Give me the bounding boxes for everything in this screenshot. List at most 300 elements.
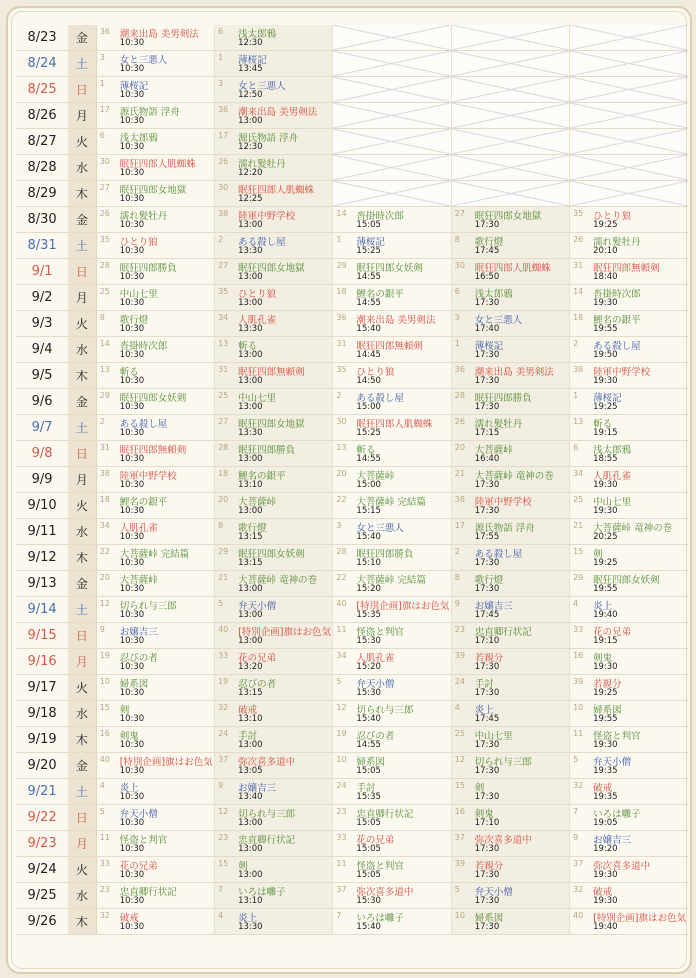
showtime: 10:30 (119, 350, 145, 360)
film-number: 28 (218, 443, 229, 452)
film-number: 40 (99, 755, 110, 764)
screening-slot[interactable] (451, 831, 569, 857)
film-number: 11 (99, 833, 110, 842)
film-title: いろは囃子 (593, 809, 641, 820)
showtime: 15:40 (356, 922, 381, 932)
showtime: 16:50 (474, 272, 500, 282)
screening-slot[interactable] (333, 675, 451, 701)
screening-slot[interactable] (570, 233, 688, 259)
film-title: 潮来出島 美男剣法 (238, 107, 318, 118)
screening-slot[interactable] (333, 493, 451, 519)
empty-slot-cross (333, 25, 450, 50)
screening-slot[interactable] (215, 51, 333, 77)
film-number: 31 (336, 339, 347, 348)
screening-slot[interactable] (96, 25, 214, 51)
showtime: 19:30 (593, 662, 618, 672)
schedule-row (16, 805, 688, 831)
screening-slot[interactable] (215, 311, 333, 337)
screening-slot[interactable] (570, 727, 688, 753)
film-number: 9 (99, 625, 105, 634)
screening-slot[interactable] (451, 909, 569, 935)
film-number: 26 (454, 417, 465, 426)
film-number: 23 (454, 625, 465, 634)
screening-slot[interactable] (215, 259, 333, 285)
film-title: 忠直卿行状記 (238, 835, 296, 846)
film-number: 5 (454, 885, 460, 894)
screening-slot[interactable] (451, 883, 569, 909)
screening-slot[interactable] (570, 597, 688, 623)
showtime: 10:30 (119, 402, 145, 412)
screening-slot[interactable] (96, 155, 214, 181)
screening-slot[interactable] (570, 207, 688, 233)
film-number: 32 (99, 911, 110, 920)
showtime: 15:40 (356, 324, 381, 334)
showtime: 18:40 (593, 272, 618, 282)
screening-slot[interactable] (96, 701, 214, 727)
empty-slot-cross (570, 77, 688, 102)
screening-slot[interactable] (570, 415, 688, 441)
weekday-cell: 水 (68, 701, 96, 727)
screening-slot[interactable] (96, 337, 214, 363)
weekday-cell: 月 (68, 831, 96, 857)
showtime: 19:25 (593, 220, 618, 230)
screening-slot[interactable] (96, 857, 214, 883)
screening-slot[interactable] (570, 545, 688, 571)
showtime: 10:30 (119, 272, 145, 282)
film-number: 15 (99, 703, 110, 712)
screening-slot[interactable] (570, 311, 688, 337)
screening-slot[interactable] (570, 467, 688, 493)
film-title: 切られ与三郎 (356, 705, 414, 716)
screening-slot[interactable] (333, 753, 451, 779)
screening-slot[interactable] (96, 883, 214, 909)
screening-slot[interactable] (333, 701, 451, 727)
screening-slot[interactable] (333, 311, 451, 337)
screening-slot[interactable] (96, 597, 214, 623)
screening-slot[interactable] (96, 623, 214, 649)
film-number: 8 (99, 313, 105, 322)
screening-slot[interactable] (451, 623, 569, 649)
showtime: 10:30 (119, 584, 145, 594)
film-number: 29 (336, 261, 347, 270)
film-title: 忠直卿行状記 (119, 887, 177, 898)
date-cell: 9/21 (16, 779, 68, 805)
film-number: 32 (218, 703, 229, 712)
showtime: 13:05 (238, 766, 263, 776)
screening-slot[interactable] (451, 701, 569, 727)
empty-slot-cross (333, 103, 450, 128)
film-title: 眠狂四郎人肌蜘蛛 (119, 159, 196, 170)
showtime: 17:30 (474, 740, 500, 750)
film-number: 33 (218, 651, 229, 660)
screening-slot[interactable] (215, 519, 333, 545)
screening-slot[interactable] (333, 285, 451, 311)
film-title: 怪盗と判官 (356, 861, 404, 872)
film-title: 眠狂四郎人肌蜘蛛 (238, 185, 315, 196)
film-number: 10 (454, 911, 465, 920)
film-number: 3 (99, 53, 105, 62)
screening-slot[interactable] (96, 467, 214, 493)
showtime: 17:30 (474, 896, 500, 906)
screening-slot[interactable] (96, 545, 214, 571)
film-number: 35 (218, 287, 229, 296)
film-title: 眠狂四郎女妖剣 (238, 549, 305, 560)
showtime: 13:00 (238, 376, 263, 386)
showtime: 13:00 (238, 870, 263, 880)
showtime: 10:30 (119, 922, 145, 932)
screening-slot[interactable] (333, 883, 451, 909)
film-number: 13 (218, 339, 229, 348)
screening-slot[interactable] (96, 77, 214, 103)
showtime: 15:30 (356, 896, 381, 906)
date-cell: 9/16 (16, 649, 68, 675)
weekday-cell: 木 (68, 545, 96, 571)
film-title: ひとり狼 (593, 211, 632, 222)
schedule-row (16, 909, 688, 935)
screening-slot[interactable] (215, 181, 333, 207)
screening-slot[interactable] (570, 805, 688, 831)
weekday-cell: 月 (68, 285, 96, 311)
showtime: 19:15 (593, 636, 618, 646)
screening-slot[interactable] (570, 441, 688, 467)
film-title: ある殺し屋 (119, 419, 168, 430)
screening-slot[interactable] (215, 909, 333, 935)
film-title: 浅太郎鴉 (119, 133, 158, 144)
film-title: 剣 (474, 783, 485, 794)
screening-slot[interactable] (570, 909, 688, 935)
film-title: 花の兄弟 (238, 653, 277, 664)
showtime: 15:40 (356, 532, 381, 542)
screening-slot[interactable] (570, 649, 688, 675)
film-title: 薄桜記 (593, 393, 622, 404)
film-title: 弥次喜多道中 (593, 861, 651, 872)
screening-slot[interactable] (570, 623, 688, 649)
screening-slot[interactable] (333, 519, 451, 545)
film-title: 源氏物語 浮舟 (474, 523, 535, 534)
showtime: 17:45 (474, 246, 500, 256)
screening-slot[interactable] (451, 675, 569, 701)
screening-slot[interactable] (215, 675, 333, 701)
screening-slot[interactable] (570, 701, 688, 727)
showtime: 10:30 (119, 428, 145, 438)
screening-slot[interactable] (451, 753, 569, 779)
showtime: 13:20 (238, 662, 263, 672)
film-number: 6 (573, 443, 579, 452)
film-number: 23 (99, 885, 110, 894)
screening-slot[interactable] (215, 415, 333, 441)
screening-slot[interactable] (451, 727, 569, 753)
screening-slot[interactable] (570, 779, 688, 805)
film-title: 若親分 (474, 861, 504, 872)
film-number: 15 (573, 547, 584, 556)
screening-slot[interactable] (215, 467, 333, 493)
screening-slot[interactable] (215, 857, 333, 883)
screening-slot[interactable] (215, 77, 333, 103)
film-number: 31 (99, 443, 110, 452)
showtime: 19:30 (593, 740, 618, 750)
film-number: 33 (573, 625, 584, 634)
weekday-cell: 水 (68, 337, 96, 363)
screening-slot[interactable] (333, 363, 451, 389)
screening-slot[interactable] (451, 233, 569, 259)
screening-slot[interactable] (451, 779, 569, 805)
screening-slot[interactable] (570, 285, 688, 311)
film-title: 斬る (238, 341, 258, 352)
showtime: 13:00 (238, 116, 263, 126)
film-number: 34 (336, 651, 347, 660)
screening-slot[interactable] (96, 779, 214, 805)
screening-slot[interactable] (570, 389, 688, 415)
screening-slot[interactable] (333, 909, 451, 935)
showtime: 10:30 (119, 896, 145, 906)
screening-slot[interactable] (333, 389, 451, 415)
screening-slot[interactable] (333, 467, 451, 493)
film-number: 4 (454, 703, 460, 712)
showtime: 13:10 (238, 714, 263, 724)
film-number: 29 (218, 547, 229, 556)
schedule-row (16, 519, 688, 545)
showtime: 17:15 (474, 428, 500, 438)
screening-slot[interactable] (96, 363, 214, 389)
screening-slot[interactable] (451, 519, 569, 545)
film-title: 婦系図 (119, 679, 149, 690)
screening-slot[interactable] (96, 909, 214, 935)
screening-slot[interactable] (96, 103, 214, 129)
showtime: 13:00 (238, 584, 263, 594)
date-cell: 8/30 (16, 207, 68, 233)
screening-slot[interactable] (96, 207, 214, 233)
screening-slot[interactable] (215, 753, 333, 779)
screening-slot[interactable] (451, 545, 569, 571)
screening-slot[interactable] (451, 337, 569, 363)
empty-slot (333, 129, 451, 155)
film-number: 17 (218, 131, 229, 140)
screening-slot[interactable] (333, 545, 451, 571)
screening-slot[interactable] (570, 571, 688, 597)
weekday-cell: 日 (68, 441, 96, 467)
film-title: 女と三悪人 (474, 315, 523, 326)
screening-slot[interactable] (333, 831, 451, 857)
screening-slot[interactable] (215, 25, 333, 51)
screening-slot[interactable] (333, 571, 451, 597)
screening-slot[interactable] (333, 623, 451, 649)
showtime: 19:25 (593, 402, 618, 412)
showtime: 19:15 (593, 428, 618, 438)
film-number: 19 (336, 729, 347, 738)
screening-slot[interactable] (215, 779, 333, 805)
screening-slot[interactable] (333, 259, 451, 285)
screening-slot[interactable] (96, 129, 214, 155)
screening-slot[interactable] (333, 441, 451, 467)
screening-slot[interactable] (570, 753, 688, 779)
screening-slot[interactable] (215, 129, 333, 155)
screening-slot[interactable] (570, 883, 688, 909)
screening-slot[interactable] (215, 805, 333, 831)
showtime: 13:45 (238, 64, 263, 74)
film-number: 36 (218, 105, 229, 114)
date-cell: 9/25 (16, 883, 68, 909)
showtime: 15:05 (356, 870, 381, 880)
screening-slot[interactable] (215, 233, 333, 259)
weekday-cell: 土 (68, 597, 96, 623)
screening-slot[interactable] (215, 571, 333, 597)
screening-slot[interactable] (96, 259, 214, 285)
film-number: 6 (454, 287, 460, 296)
showtime: 10:30 (119, 116, 145, 126)
screening-slot[interactable] (215, 701, 333, 727)
screening-slot[interactable] (96, 675, 214, 701)
film-title: ひとり狼 (238, 289, 277, 300)
film-number: 35 (99, 235, 110, 244)
screening-slot[interactable] (215, 337, 333, 363)
screening-slot[interactable] (333, 727, 451, 753)
screening-slot[interactable] (96, 727, 214, 753)
screening-slot[interactable] (451, 389, 569, 415)
film-title: 人肌孔雀 (356, 653, 395, 664)
showtime: 12:25 (238, 194, 263, 204)
screening-slot[interactable] (96, 389, 214, 415)
screening-slot[interactable] (215, 597, 333, 623)
film-number: 6 (99, 131, 105, 140)
screening-slot[interactable] (333, 597, 451, 623)
film-number: 4 (218, 911, 224, 920)
screening-slot[interactable] (333, 233, 451, 259)
screening-slot[interactable] (451, 285, 569, 311)
date-cell: 9/3 (16, 311, 68, 337)
screening-slot[interactable] (96, 441, 214, 467)
screening-slot[interactable] (215, 207, 333, 233)
showtime: 17:30 (474, 662, 500, 672)
screening-slot[interactable] (570, 857, 688, 883)
film-title: 大菩薩峠 完結篇 (356, 497, 426, 508)
weekday-cell: 土 (68, 51, 96, 77)
film-number: 38 (218, 209, 229, 218)
empty-slot-cross (570, 51, 688, 76)
screening-slot[interactable] (451, 597, 569, 623)
screening-slot[interactable] (570, 493, 688, 519)
showtime: 13:00 (238, 402, 263, 412)
showtime: 13:30 (238, 246, 263, 256)
screening-slot[interactable] (451, 493, 569, 519)
film-number: 9 (573, 833, 579, 842)
film-title: 弁天小僧 (356, 679, 395, 690)
film-number: 18 (218, 469, 229, 478)
screening-slot[interactable] (570, 363, 688, 389)
screening-slot[interactable] (333, 779, 451, 805)
screening-slot[interactable] (333, 857, 451, 883)
screening-slot[interactable] (451, 415, 569, 441)
showtime: 15:30 (356, 688, 381, 698)
weekday-cell: 火 (68, 675, 96, 701)
film-number: 17 (99, 105, 110, 114)
screening-slot[interactable] (451, 207, 569, 233)
film-title: 破戒 (238, 705, 258, 716)
screening-slot[interactable] (333, 649, 451, 675)
screening-slot[interactable] (215, 103, 333, 129)
screening-slot[interactable] (96, 805, 214, 831)
screening-slot[interactable] (570, 337, 688, 363)
screening-slot[interactable] (96, 519, 214, 545)
screening-slot[interactable] (215, 493, 333, 519)
screening-slot[interactable] (96, 285, 214, 311)
screening-slot[interactable] (215, 285, 333, 311)
screening-slot[interactable] (451, 649, 569, 675)
screening-slot[interactable] (215, 727, 333, 753)
screening-slot[interactable] (451, 467, 569, 493)
film-title: お嬢吉三 (119, 627, 158, 638)
screening-slot[interactable] (570, 675, 688, 701)
screening-slot[interactable] (215, 623, 333, 649)
schedule-row (16, 285, 688, 311)
screening-slot[interactable] (451, 311, 569, 337)
screening-slot[interactable] (215, 155, 333, 181)
screening-slot[interactable] (333, 337, 451, 363)
screening-slot[interactable] (215, 441, 333, 467)
screening-slot[interactable] (96, 493, 214, 519)
screening-slot[interactable] (96, 649, 214, 675)
schedule-row (16, 441, 688, 467)
screening-slot[interactable] (451, 571, 569, 597)
showtime: 20:10 (593, 246, 618, 256)
screening-slot[interactable] (215, 545, 333, 571)
showtime: 17:30 (474, 480, 500, 490)
showtime: 10:30 (119, 168, 145, 178)
film-title: 大菩薩峠 竜神の巻 (238, 575, 318, 586)
screening-slot[interactable] (96, 415, 214, 441)
empty-slot (333, 181, 451, 207)
screening-slot[interactable] (451, 805, 569, 831)
showtime: 14:55 (356, 740, 381, 750)
screening-slot[interactable] (96, 51, 214, 77)
weekday-cell: 木 (68, 727, 96, 753)
screening-slot[interactable] (451, 363, 569, 389)
screening-slot[interactable] (96, 233, 214, 259)
screening-slot[interactable] (215, 649, 333, 675)
screening-slot[interactable] (570, 519, 688, 545)
screening-slot[interactable] (215, 363, 333, 389)
screening-slot[interactable] (96, 311, 214, 337)
film-number: 19 (99, 651, 110, 660)
screening-slot[interactable] (215, 883, 333, 909)
film-number: 16 (454, 807, 465, 816)
screening-slot[interactable] (333, 207, 451, 233)
screening-slot[interactable] (96, 831, 214, 857)
showtime: 13:10 (238, 896, 263, 906)
screening-slot[interactable] (451, 857, 569, 883)
film-title: 切られ与三郎 (474, 757, 532, 768)
film-number: 9 (218, 781, 224, 790)
film-number: 27 (218, 261, 229, 270)
film-number: 5 (573, 755, 579, 764)
screening-slot[interactable] (451, 259, 569, 285)
screening-slot[interactable] (333, 415, 451, 441)
film-title: 剣鬼 (119, 731, 139, 742)
screening-slot[interactable] (570, 259, 688, 285)
date-cell: 9/18 (16, 701, 68, 727)
film-number: 38 (99, 469, 110, 478)
film-title: 歌行燈 (119, 315, 149, 326)
screening-slot[interactable] (96, 571, 214, 597)
screening-slot[interactable] (333, 805, 451, 831)
screening-slot[interactable] (96, 181, 214, 207)
screening-slot[interactable] (96, 753, 214, 779)
screening-slot[interactable] (451, 441, 569, 467)
film-number: 32 (573, 781, 584, 790)
screening-slot[interactable] (215, 831, 333, 857)
screening-slot[interactable] (570, 831, 688, 857)
screening-slot[interactable] (215, 389, 333, 415)
film-number: 23 (218, 833, 229, 842)
